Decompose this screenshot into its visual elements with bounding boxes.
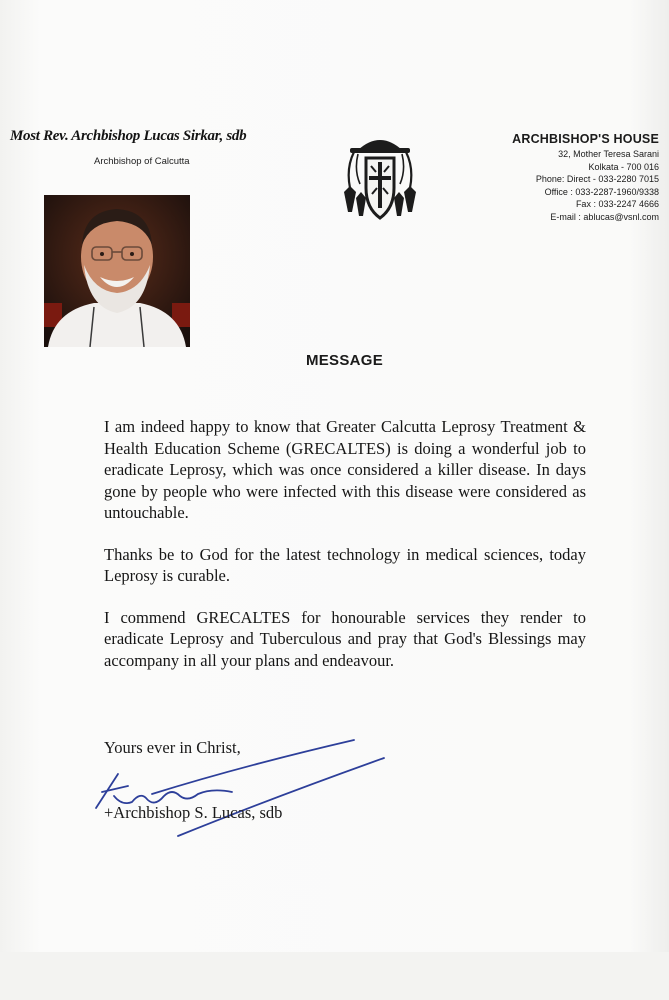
phone-direct: Phone: Direct - 033-2280 7015 [535,174,659,184]
address-block [419,132,659,223]
closing-line: Yours ever in Christ, [104,738,241,757]
signature-icon [92,736,392,856]
email-address: E-mail : ablucas@vsnl.com [550,211,659,222]
letter-body [104,416,586,691]
portrait-photo [44,195,190,347]
coat-of-arms-icon [330,128,430,224]
address-line: 32, Mother Teresa Sarani [558,149,659,159]
signature-name: +Archbishop S. Lucas, sdb [104,803,283,822]
sender-title: Archbishop of Calcutta [94,156,190,167]
page-title: MESSAGE [305,352,384,369]
page-bottom-margin [0,952,669,1000]
phone-office: Office : 033-2287-1960/9338 [544,186,659,197]
sender-name: Most Rev. Archbishop Lucas Sirkar, sdb [10,128,247,144]
fax-number: Fax : 033-2247 4666 [575,199,659,209]
paragraph: I am indeed happy to know that Greater Calcutta Leprosy Treatment & Health Education Scheme (GRECALTES) is doing a wonderful job to eradicate Leprosy, which was once considered a killer disease. In days gone by people who were infected with this disease were considered as untouchable. [104,417,586,522]
paragraph: I commend GRECALTES for honourable services they render to eradicate Leprosy and Tuberculous and pray that God's Blessings may accompany in all your plans and endeavour. [104,607,586,670]
portrait-icon [44,195,190,347]
house-title: ARCHBISHOP'S HOUSE [512,132,659,146]
address-line: Kolkata - 700 016 [588,161,659,172]
paragraph: Thanks be to God for the latest technology in medical sciences, today Leprosy is curable. [104,544,586,585]
